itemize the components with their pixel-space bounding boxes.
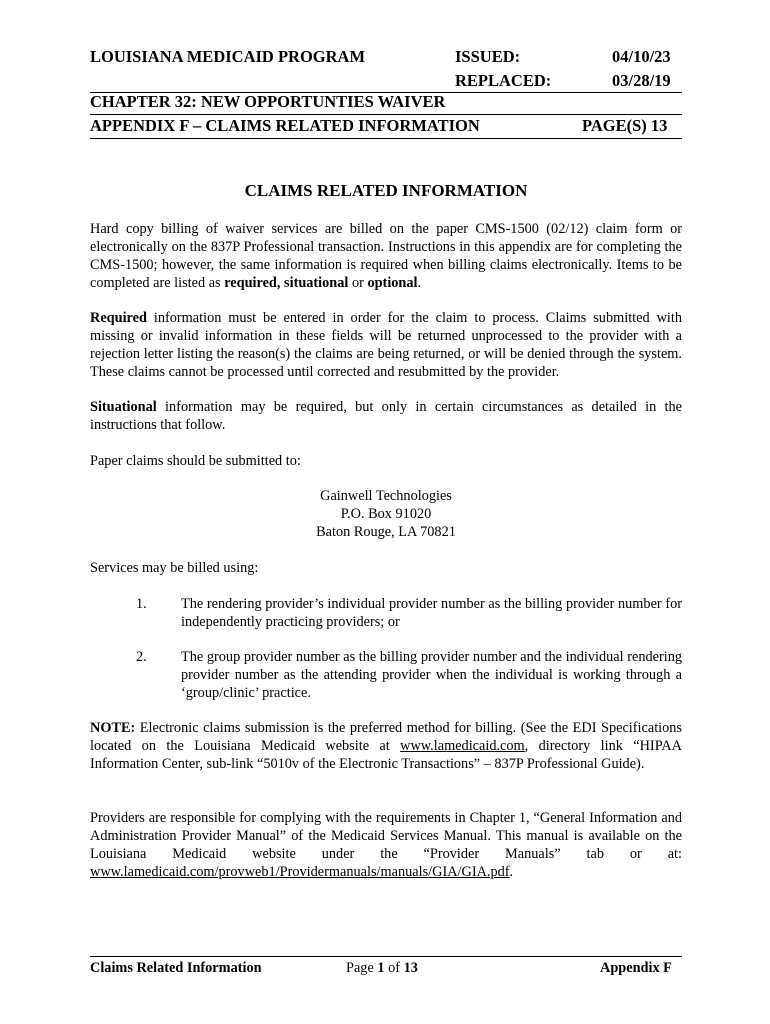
mailing-address	[90, 487, 682, 541]
footer-left: Claims Related Information	[90, 960, 262, 976]
list-item-text: The group provider number as the billing provider number and the individual rendering provider number as the attending provider when the individual is working through a ‘group/clinic’ practice.	[181, 649, 682, 701]
footer-page-prefix: Page	[346, 960, 378, 976]
intro-text: Hard copy billing of waiver services are billed on the paper CMS-1500 (02/12) claim form or electronically on the 837P Professional transaction. Instructions in this appendix are for completing the CMS-1500; however, the same information is required when billing claims electronically. Items to be completed are listed as	[90, 221, 682, 291]
replaced-label: REPLACED:	[455, 71, 552, 90]
issued-date: 04/10/23	[612, 47, 671, 66]
address-line-1: Gainwell Technologies	[320, 488, 452, 504]
note-paragraph	[90, 719, 682, 773]
list-item-text: The rendering provider’s individual provider number as the billing provider number for independently practicing providers; or	[181, 596, 682, 630]
appendix-block	[90, 116, 682, 140]
footer-right: Appendix F	[600, 960, 672, 976]
footer-page-number	[346, 960, 418, 977]
required-text: information must be entered in order for the claim to process. Claims submitted with missing or invalid information in these fields will be returned unprocessed to the provider with a rejection letter listing the reason(s) the claims are being returned, or will be denied through the system. These claims cannot be processed until corrected and resubmitted by the provider.	[90, 310, 682, 380]
providers-paragraph	[90, 809, 682, 881]
gia-manual-link[interactable]: www.lamedicaid.com/provweb1/Providermanuals/manuals/GIA/GIA.pdf	[90, 864, 510, 880]
intro-mid: or	[348, 275, 368, 291]
required-paragraph	[90, 309, 682, 381]
header-rule-3	[90, 138, 682, 139]
situational-paragraph	[90, 398, 682, 434]
issued-label: ISSUED:	[455, 47, 521, 66]
footer-page-total: 13	[403, 960, 418, 976]
paper-claims-line: Paper claims should be submitted to:	[90, 453, 301, 469]
note-term: NOTE:	[90, 720, 136, 736]
program-name: LOUISIANA MEDICAID PROGRAM	[90, 47, 366, 66]
address-line-3: Baton Rouge, LA 70821	[316, 524, 456, 540]
required-term: Required	[90, 310, 147, 326]
page-count: PAGE(S) 13	[582, 116, 668, 135]
footer-rule	[90, 956, 682, 957]
list-item-number: 1.	[136, 596, 147, 612]
note-text-2: , directory link “HIPAA Information Center, sub-link “5010v of the Electronic Transactions” – 837P Professional Guide).	[90, 738, 682, 772]
header-block	[90, 47, 682, 95]
intro-end: .	[417, 275, 422, 291]
lamedicaid-link[interactable]: www.lamedicaid.com	[400, 738, 525, 754]
footer-page-current: 1	[377, 960, 385, 976]
intro-bold-optional: optional	[367, 275, 418, 291]
chapter-block	[90, 92, 682, 116]
situational-text: information may be required, but only in certain circumstances as detailed in the instructions that follow.	[90, 399, 682, 433]
situational-term: Situational	[90, 399, 157, 415]
address-line-2: P.O. Box 91020	[340, 506, 432, 522]
header-rule-2	[90, 114, 682, 115]
note-text-1: Electronic claims submission is the preferred method for billing. (See the EDI Specifications located on the Louisiana Medicaid website at	[90, 720, 682, 754]
providers-end: .	[509, 864, 514, 880]
replaced-date: 03/28/19	[612, 71, 671, 90]
list-item-number: 2.	[136, 649, 147, 665]
providers-text: Providers are responsible for complying with the requirements in Chapter 1, “General Information and Administration Provider Manual” of the Medicaid Services Manual. This manual is available on the Louisiana Medicaid website under the “Provider Manuals” tab or at:	[90, 810, 682, 862]
intro-bold-required-situational: required, situational	[224, 275, 349, 291]
billed-using-line: Services may be billed using:	[90, 560, 259, 576]
footer-page-of: of	[384, 960, 404, 976]
appendix-title: APPENDIX F – CLAIMS RELATED INFORMATION	[90, 116, 480, 135]
section-title: CLAIMS RELATED INFORMATION	[244, 181, 528, 200]
intro-paragraph	[90, 220, 682, 292]
chapter-title: CHAPTER 32: NEW OPPORTUNTIES WAIVER	[90, 92, 446, 111]
